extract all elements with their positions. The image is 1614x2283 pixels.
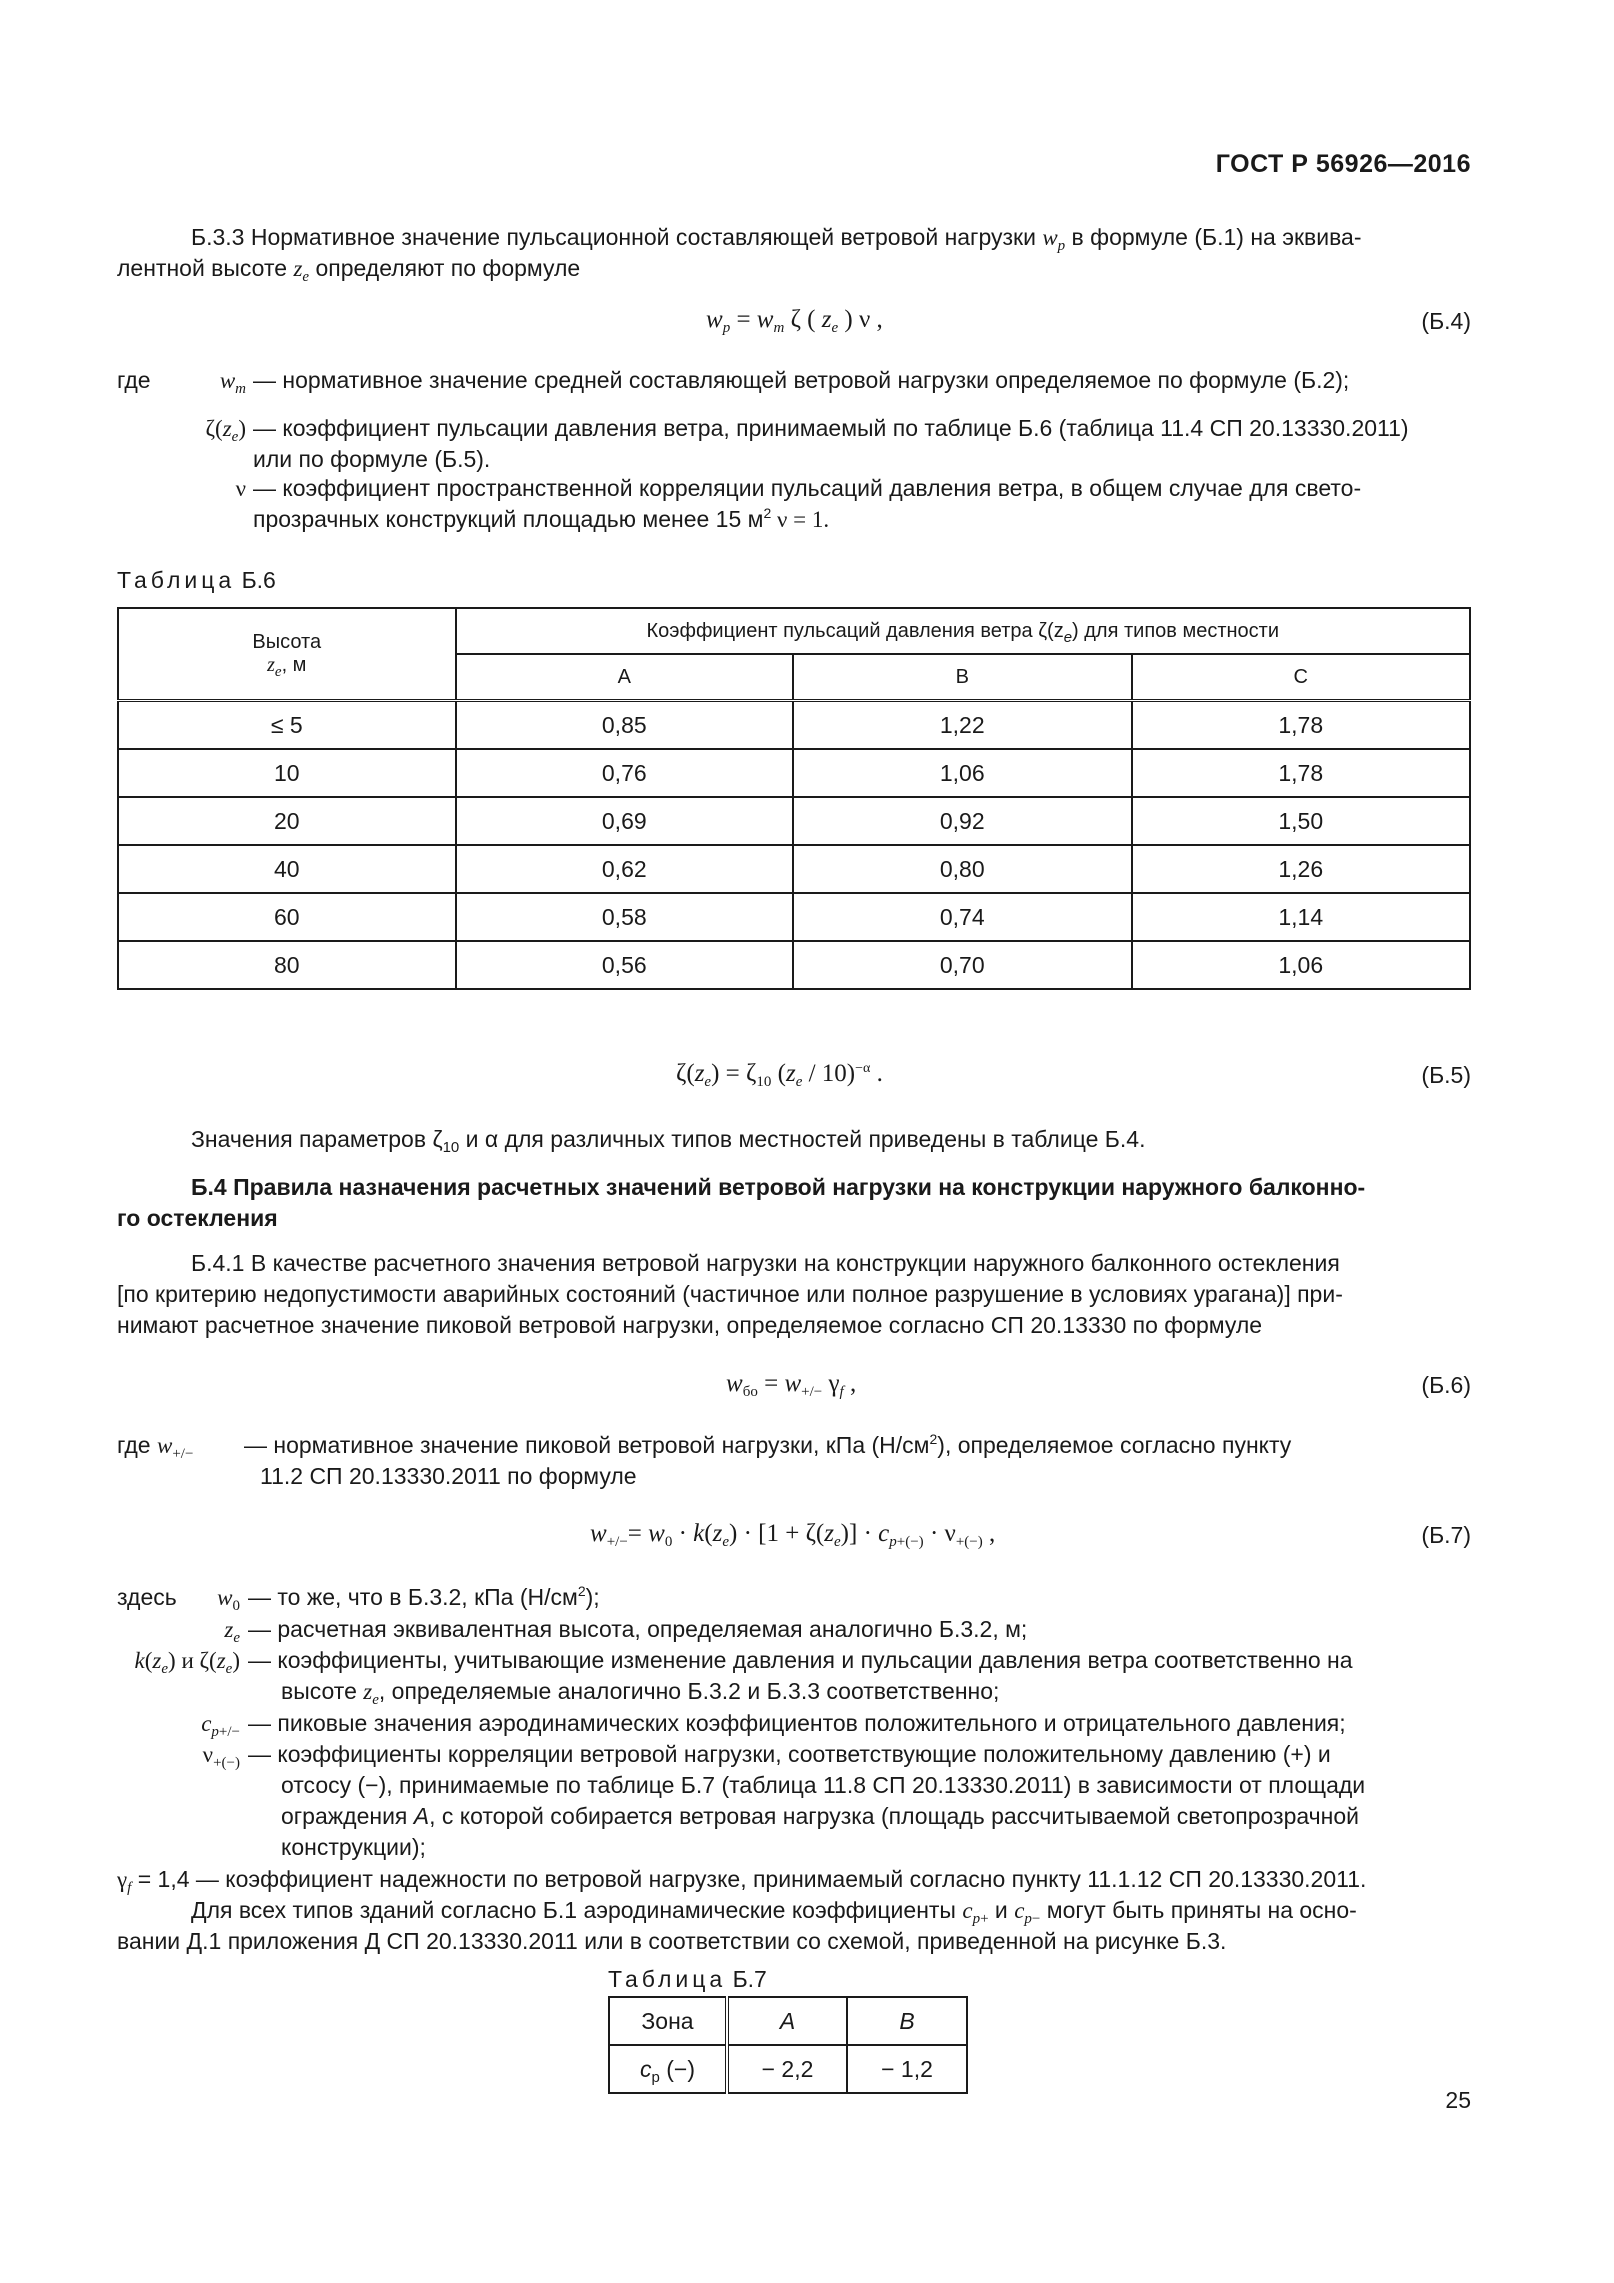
table-cell: $c_p$ (−) — [609, 2045, 727, 2093]
table-row — [609, 2045, 967, 2093]
table-b6-subheader: B — [793, 654, 1131, 701]
definition-nu: — коэффициент пространственной корреляции пульсаций давления ветра, в общем случае для свето- прозрачных конструкций площадью менее 15 $м^2$ ν = 1. — [253, 475, 1362, 532]
paragraph-b41: Б.4.1 В качестве расчетного значения ветровой нагрузки на конструкции наружного балконного остекления [по критерию недопустимости аварийных состояний (частичное или полное разрушение в условиях урагана)] при- нимают расчетное значение пиковой ветровой нагрузки, определяемое согласно СП 20.13330 по формуле — [117, 1250, 1343, 1338]
table-cell: 0,58 — [456, 893, 793, 941]
table-cell: 0,69 — [456, 797, 793, 845]
table-cell: 0,74 — [793, 893, 1131, 941]
paragraph-all-buildings: Для всех типов зданий согласно Б.1 аэродинамические коэффициенты $c_{p+}$ и $c_{p-}$ могут быть приняты на осно- вании Д.1 приложения Д СП 20.13330.2011 или в соответствии со схемой, приведенной на рисунке Б.3. — [117, 1897, 1357, 1954]
table-row — [118, 797, 1470, 845]
here-label: здесь — [117, 1584, 177, 1610]
table-cell: 1,50 — [1132, 797, 1471, 845]
definition-wm: — нормативное значение средней составляющей ветровой нагрузки определяемое по формуле (Б.2); — [253, 367, 1350, 393]
table-cell: 40 — [118, 845, 456, 893]
table-b6-subheader: A — [456, 654, 793, 701]
symbol-ze: $z_e$ — [224, 1617, 240, 1646]
symbol-zeta: $\zeta(z_e)$ — [205, 416, 246, 445]
table-cell: 10 — [118, 749, 456, 797]
formula-b4: $w_p = w_m$ ζ ( $z_e$ ) ν , — [706, 306, 883, 336]
table-cell: 80 — [118, 941, 456, 989]
table-row — [118, 701, 1470, 750]
table-cell: 0,85 — [456, 701, 793, 750]
table-cell: ≤ 5 — [118, 701, 456, 750]
table-cell: 1,26 — [1132, 845, 1471, 893]
symbol-wm: $w_m$ — [219, 368, 246, 397]
table-row — [118, 749, 1470, 797]
symbol-nu: ν — [235, 476, 246, 501]
definition-w-peak: — нормативное значение пиковой ветровой нагрузки, кПа $(Н/см^2)$, определяемое согласно пункту 11.2 СП 20.13330.2011 по формуле — [244, 1431, 1292, 1489]
where-label-2: где $w_{+/-}$ — [117, 1432, 194, 1462]
symbol-cp: $c_{p+/-}$ — [201, 1711, 240, 1740]
table-cell: 1,78 — [1132, 701, 1471, 750]
table-cell: − 1,2 — [847, 2045, 967, 2093]
symbol-w0: $w_0$ — [217, 1585, 240, 1614]
symbol-nu-pm: $\nu_{+(-)}$ — [202, 1742, 240, 1771]
table-cell: 1,06 — [793, 749, 1131, 797]
table-cell: 1,78 — [1132, 749, 1471, 797]
table-cell: 0,92 — [793, 797, 1131, 845]
section-b4-heading: Б.4 Правила назначения расчетных значений ветровой нагрузки на конструкции наружного балконно- го остекления — [117, 1174, 1366, 1231]
table-cell: 0,62 — [456, 845, 793, 893]
definition-w0: — то же, что в Б.3.2, кПа $(Н/см^2)$; — [248, 1583, 600, 1610]
table-b6-height-header: Высота $z_e$, м — [118, 608, 456, 701]
table-cell: B — [847, 1997, 967, 2045]
paragraph-b33: Б.3.3 Нормативное значение пульсационной составляющей ветровой нагрузки $w_p$ в формуле (Б.1) на эквива- лентной высоте $z_e$ определяют по формуле — [117, 224, 1362, 285]
definition-nu-pm: — коэффициенты корреляции ветровой нагрузки, соответствующие положительному давлению (+) и отсосу (−), принимаемые по таблице Б.7 (таблица 11.8 СП 20.13330.2011) в зависимости от площади ограждения A, с которой собирается ветровая нагрузка (площадь рассчитываемой светопрозрачной конструкции); — [248, 1741, 1366, 1860]
table-cell: − 2,2 — [727, 2045, 847, 2093]
definition-gamma: $\gamma_f = 1,4$ — коэффициент надежности по ветровой нагрузке, принимаемый согласно пункту 11.1.12 СП 20.13330.2011. — [117, 1866, 1367, 1896]
definition-kz: — коэффициенты, учитывающие изменение давления и пульсации давления ветра соответственно на высоте $z_e$, определяемые аналогично Б.3.2 и Б.3.3 соответственно; — [248, 1647, 1353, 1708]
table-b6-coef-header: Коэффициент пульсаций давления ветра $\zeta(z_e)$ для типов местности — [456, 608, 1470, 654]
table-cell: 60 — [118, 893, 456, 941]
table-row — [118, 893, 1470, 941]
table-row — [118, 941, 1470, 989]
table-b6-subheader: C — [1132, 654, 1471, 701]
table-b7-caption: Таблица Б.7 — [608, 1966, 767, 1992]
formula-b5: $\zeta(z_e) = \zeta_{10}$ $(z_e / 10)^{-\alpha}$ . — [676, 1060, 883, 1090]
equation-number-b6: (Б.6) — [1421, 1372, 1471, 1398]
table-cell: A — [727, 1997, 847, 2045]
table-cell: 0,70 — [793, 941, 1131, 989]
table-b6-caption: Таблица Б.6 — [117, 567, 276, 593]
formula-b6: $w_{бо} = w_{+/-}$ $\gamma_f$ , — [726, 1370, 857, 1400]
parameters-note: Значения параметров $\zeta_{10}$ и α для различных типов местностей приведены в таблице Б.4. — [191, 1126, 1146, 1156]
table-cell: 1,14 — [1132, 893, 1471, 941]
table-cell: 1,06 — [1132, 941, 1471, 989]
definition-cp: — пиковые значения аэродинамических коэффициентов положительного и отрицательного давления; — [248, 1710, 1346, 1736]
table-row — [609, 1997, 967, 2045]
table-b6 — [117, 607, 1471, 990]
table-row — [118, 845, 1470, 893]
table-cell: 0,80 — [793, 845, 1131, 893]
page-number: 25 — [1445, 2087, 1471, 2113]
where-label: где — [117, 367, 151, 393]
definition-ze: — расчетная эквивалентная высота, определяемая аналогично Б.3.2, м; — [248, 1616, 1028, 1642]
symbol-kz: $k(z_e)$ и $\zeta(z_e)$ — [134, 1648, 240, 1677]
equation-number-b5: (Б.5) — [1421, 1062, 1471, 1088]
table-cell: 0,76 — [456, 749, 793, 797]
table-cell: 20 — [118, 797, 456, 845]
definition-zeta: — коэффициент пульсации давления ветра, принимаемый по таблице Б.6 (таблица 11.4 СП 20.13330.2011) или по формуле (Б.5). — [253, 415, 1409, 472]
equation-number-b7: (Б.7) — [1421, 1522, 1471, 1548]
table-cell: 1,22 — [793, 701, 1131, 750]
equation-number-b4: (Б.4) — [1421, 308, 1471, 334]
table-cell: 0,56 — [456, 941, 793, 989]
formula-b7: $w_{+/-}= w_0 \cdot k(z_e) \cdot [1 + \zeta(z_e)] \cdot c_{p+(-)} \cdot \nu_{+(-)}$ , — [590, 1520, 996, 1550]
table-cell: Зона — [609, 1997, 727, 2045]
document-header: ГОСТ Р 56926—2016 — [1215, 150, 1471, 178]
table-b7 — [608, 1996, 968, 2094]
